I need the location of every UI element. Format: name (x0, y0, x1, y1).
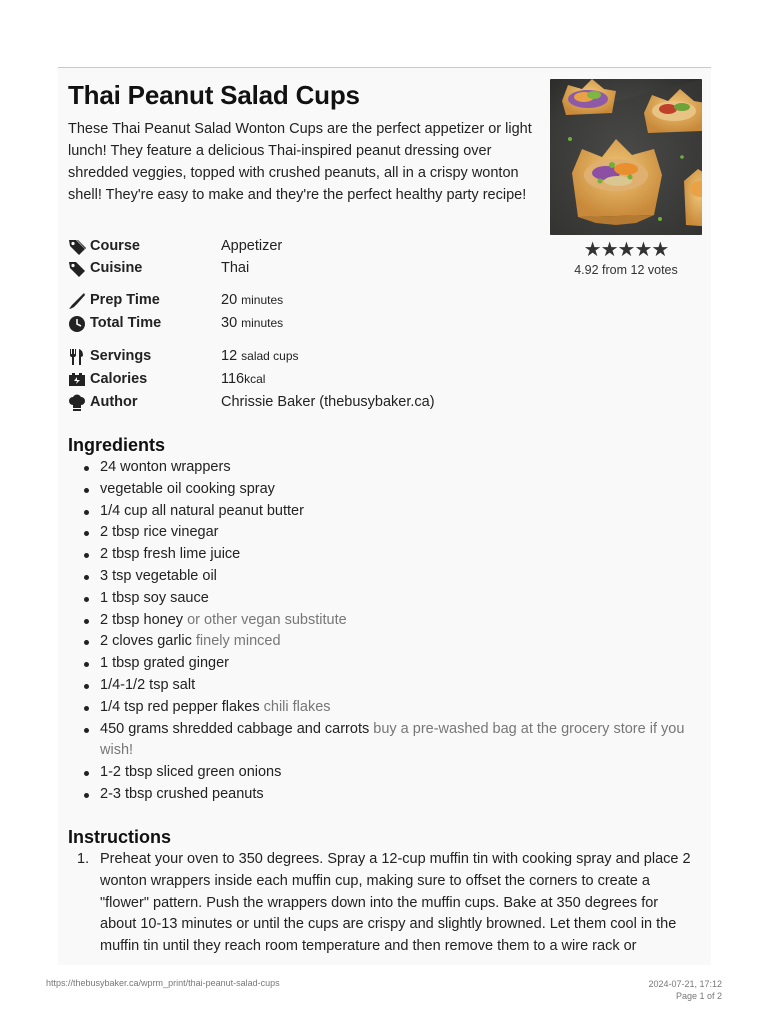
meta-course-value: Appetizer (221, 238, 283, 254)
meta-cuisine-label: Cuisine (90, 260, 143, 276)
ingredient-item (68, 631, 688, 653)
rating-stars[interactable]: ★★★★★ (583, 239, 669, 261)
ingredient-text: 1-2 tbsp sliced green onions (100, 764, 282, 781)
meta-course (68, 237, 548, 257)
ingredient-text: 2 cloves garlic (100, 633, 192, 650)
meta-total-time-unit: minutes (241, 316, 284, 330)
meta-servings-value: 12 (221, 348, 238, 364)
instructions-list (68, 849, 698, 958)
meta-total-time (68, 314, 548, 334)
ingredient-text: 2 tbsp fresh lime juice (100, 546, 241, 563)
battery-icon (68, 371, 86, 389)
meta-cuisine-value: Thai (221, 260, 250, 276)
meta-calories-unit: kcal (244, 372, 266, 386)
ingredient-note: or other vegan substitute (187, 611, 347, 628)
ingredient-item (68, 719, 688, 763)
ingredient-item (68, 544, 688, 566)
instruction-text: Preheat your oven to 350 degrees. Spray a 12-cup muffin tin with cooking spray and place 2 wonton wrappers inside each muffin cup, making sure to offset the corners to create a "flower" pattern. Push the wrappers down into the muffin cups. Bake at 350 degrees for about 10-13 minutes or until the cups are crispy and slightly browned. Let them cool in the muffin tin until they reach room temperature and then remove them to a wire rack or (100, 851, 691, 955)
meta-calories-value-wrap (221, 371, 265, 387)
ingredient-item (68, 588, 688, 610)
recipe-photo (550, 79, 702, 235)
meta-prep-time-unit: minutes (241, 293, 284, 307)
meta-servings-unit: salad cups (241, 349, 299, 363)
ingredient-item (68, 653, 688, 675)
ingredients-heading: Ingredients (68, 435, 166, 455)
meta-calories-label: Calories (90, 371, 148, 387)
recipe-card (58, 67, 711, 965)
ingredient-item (68, 479, 688, 501)
ingredient-item (68, 566, 688, 588)
ingredient-item (68, 697, 688, 719)
ingredient-text: 2 tbsp rice vinegar (100, 524, 219, 541)
ingredient-text: 1 tbsp grated ginger (100, 655, 229, 672)
meta-servings-label: Servings (90, 348, 152, 364)
recipe-summary: These Thai Peanut Salad Wonton Cups are the perfect appetizer or light lunch! They feature a delicious Thai-inspired peanut dressing over shredded veggies, topped with crushed peanuts, all in a crispy wonton shell! They're easy to make and they're the perfect healthy party recipe! (68, 121, 532, 203)
meta-prep-time-value-wrap (221, 292, 283, 308)
meta-total-time-value: 30 (221, 315, 238, 331)
tag-icon (68, 260, 86, 278)
rating-votes: 4.92 from 12 votes (574, 263, 678, 277)
ingredient-item (68, 675, 688, 697)
meta-author-value: Chrissie Baker (thebusybaker.ca) (221, 394, 435, 410)
ingredient-text: 3 tsp vegetable oil (100, 567, 217, 584)
footer-page: Page 1 of 2 (675, 991, 722, 1001)
instruction-number: 1. (77, 851, 90, 867)
recipe-title: Thai Peanut Salad Cups (68, 80, 360, 110)
instruction-step (68, 849, 698, 958)
meta-prep-time (68, 291, 548, 311)
ingredient-item (68, 784, 688, 806)
chef-hat-icon (68, 394, 86, 412)
ingredient-text: 1 tbsp soy sauce (100, 589, 209, 606)
ingredient-note: buy a pre-washed bag at the grocery store if you wish! (100, 720, 685, 759)
meta-calories (68, 370, 548, 390)
meta-author-label: Author (90, 394, 138, 410)
ingredient-text: 24 wonton wrappers (100, 459, 231, 475)
ingredient-text: vegetable oil cooking spray (100, 480, 275, 497)
meta-total-time-value-wrap (221, 315, 283, 331)
footer-datetime: 2024-07-21, 17:12 (648, 979, 722, 989)
meta-author (68, 393, 548, 413)
tag-icon (68, 238, 86, 256)
ingredient-text: 450 grams shredded cabbage and carrots (100, 720, 370, 737)
ingredient-text: 1/4-1/2 tsp salt (100, 676, 196, 693)
ingredient-item (68, 522, 688, 544)
ingredients-list (68, 457, 688, 806)
ingredient-text: 1/4 tsp red pepper flakes (100, 698, 260, 715)
ingredient-item (68, 457, 688, 479)
ingredient-text: 1/4 cup all natural peanut butter (100, 502, 304, 519)
ingredient-text: 2-3 tbsp crushed peanuts (100, 785, 264, 802)
meta-prep-time-value: 20 (221, 292, 238, 308)
meta-course-label: Course (90, 238, 140, 254)
meta-total-time-label: Total Time (90, 315, 162, 331)
ingredient-text: 2 tbsp honey (100, 611, 184, 628)
fork-knife-icon (68, 348, 86, 366)
instructions-heading: Instructions (68, 827, 172, 847)
ingredient-item (68, 762, 688, 784)
footer-info (648, 978, 722, 1002)
ingredient-note: finely minced (195, 633, 281, 650)
footer-url[interactable]: https://thebusybaker.ca/wprm_print/thai-peanut-salad-cups (46, 978, 280, 988)
meta-servings (68, 347, 548, 367)
ingredient-note: chili flakes (263, 698, 331, 715)
meta-servings-value-wrap (221, 348, 299, 364)
knife-icon (68, 292, 86, 310)
meta-calories-value: 116 (221, 371, 245, 387)
ingredient-item (68, 610, 688, 632)
clock-icon (68, 315, 86, 333)
meta-prep-time-label: Prep Time (90, 292, 160, 308)
meta-cuisine (68, 259, 548, 279)
ingredient-item (68, 501, 688, 523)
